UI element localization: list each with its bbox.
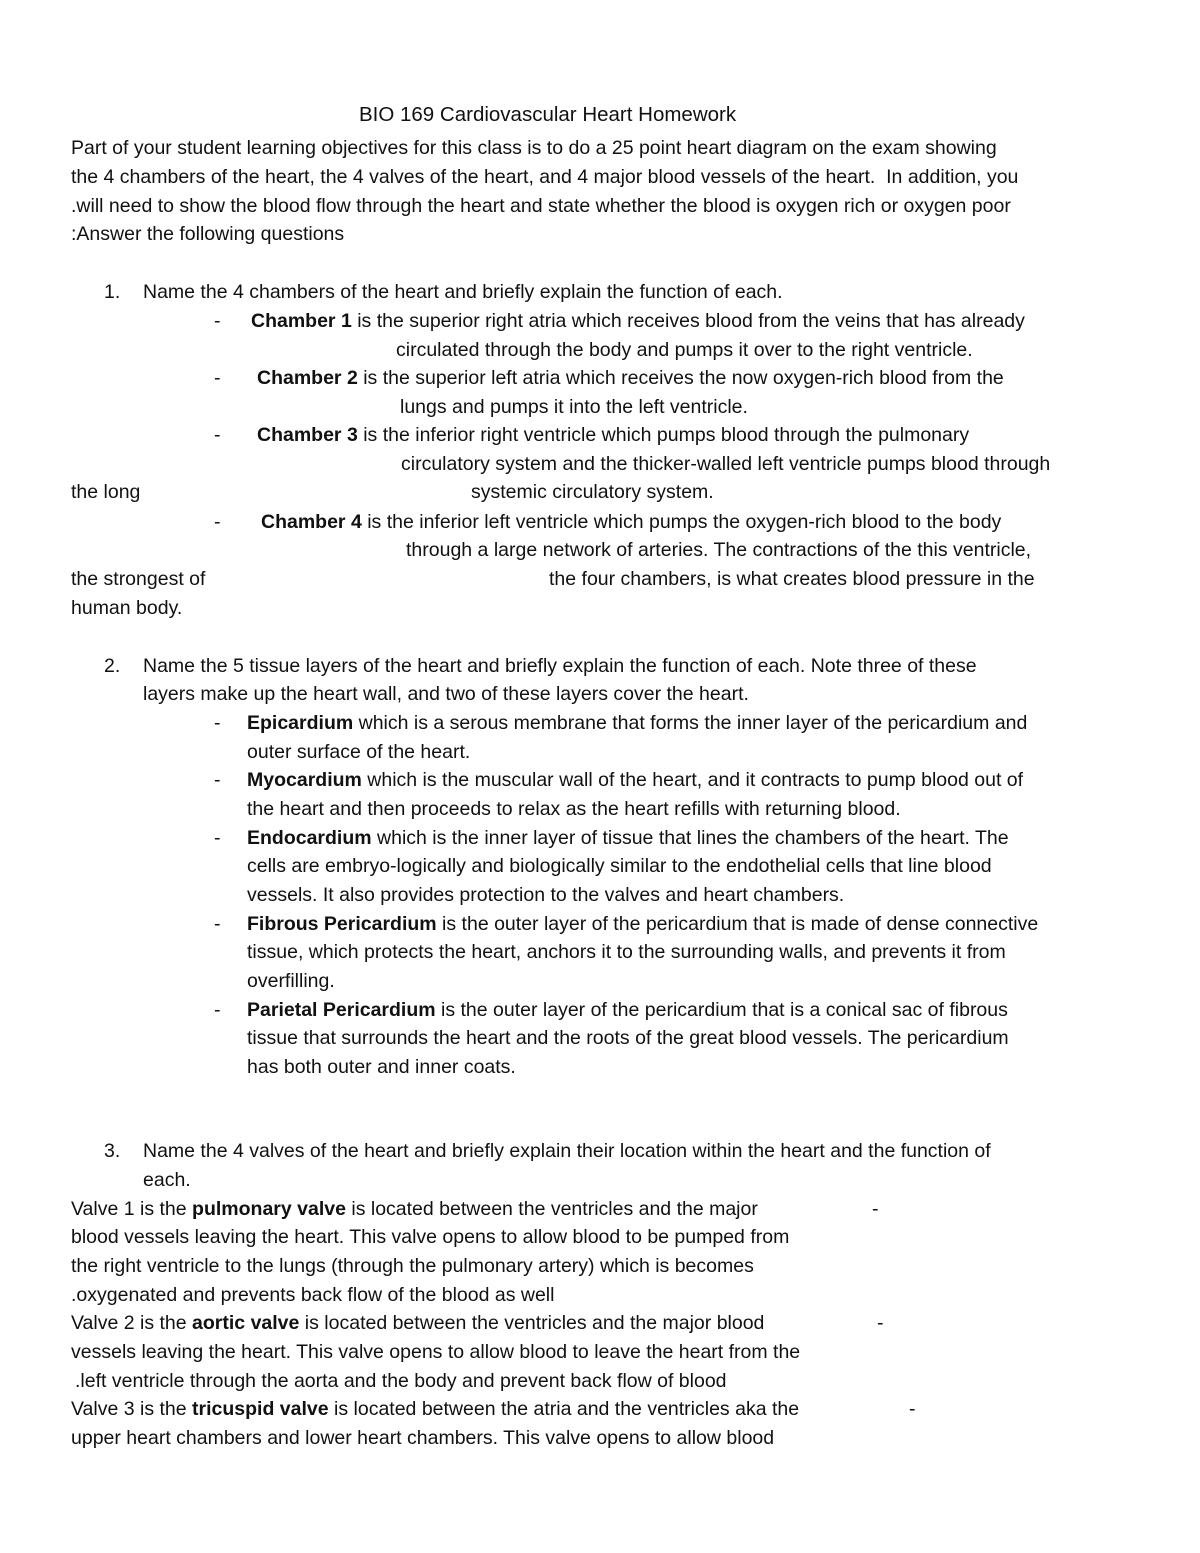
- valve-2-line: Valve 2 is the aortic valve is located between the ventricles and the major blood: [71, 1312, 765, 1334]
- valve-label: pulmonary valve: [192, 1198, 346, 1220]
- q2-question: Name the 5 tissue layers of the heart and briefly explain the function of each. Note three of these: [143, 655, 977, 677]
- bullet-dash: -: [214, 769, 221, 791]
- layer-parietal-line: has both outer and inner coats.: [247, 1056, 516, 1078]
- bullet-dash: -: [877, 1312, 884, 1334]
- chamber-1-line: circulated through the body and pumps it over to the right ventricle.: [396, 339, 973, 361]
- intro-line: :Answer the following questions: [71, 223, 345, 245]
- layer-label: Epicardium: [247, 712, 354, 734]
- bullet-dash: -: [214, 511, 221, 533]
- chamber-3-line: circulatory system and the thicker-walled left ventricle pumps blood through: [401, 453, 1051, 475]
- intro-line: .will need to show the blood flow through the heart and state whether the blood is oxygen rich or oxygen poor: [71, 195, 1011, 217]
- layer-endocardium-line: Endocardium which is the inner layer of tissue that lines the chambers of the heart. The: [247, 827, 1009, 849]
- q3-question: each.: [143, 1169, 191, 1191]
- valve-label: aortic valve: [192, 1312, 300, 1334]
- chamber-4-label: Chamber 4: [261, 511, 362, 533]
- valve-label: tricuspid valve: [192, 1398, 329, 1420]
- chamber-3-line: Chamber 3 is the inferior right ventricle which pumps blood through the pulmonary: [257, 424, 970, 446]
- layer-parietal-line: Parietal Pericardium is the outer layer of the pericardium that is a conical sac of fibrous: [247, 999, 1008, 1021]
- layer-fibrous-line: Fibrous Pericardium is the outer layer of the pericardium that is made of dense connective: [247, 913, 1039, 935]
- layer-epicardium-line: Epicardium which is a serous membrane that forms the inner layer of the pericardium and: [247, 712, 1028, 734]
- bullet-dash: -: [909, 1398, 916, 1420]
- bullet-dash: -: [214, 310, 221, 332]
- q3-question: Name the 4 valves of the heart and briefly explain their location within the heart and the function of: [143, 1140, 991, 1162]
- intro-line: the 4 chambers of the heart, the 4 valves of the heart, and 4 major blood vessels of the heart. In addition, you: [71, 166, 1019, 188]
- chamber-2-line: lungs and pumps it into the left ventricle.: [400, 396, 748, 418]
- chamber-3-line: the long: [71, 481, 141, 503]
- valve-1-line: blood vessels leaving the heart. This valve opens to allow blood to be pumped from: [71, 1226, 790, 1248]
- q1-question: Name the 4 chambers of the heart and briefly explain the function of each.: [143, 281, 783, 303]
- layer-fibrous-line: tissue, which protects the heart, anchors it to the surrounding walls, and prevents it from: [247, 941, 1006, 963]
- chamber-3-line: systemic circulatory system.: [471, 481, 714, 503]
- chamber-4-line: the strongest of: [71, 568, 206, 590]
- q3-number: 3.: [104, 1140, 121, 1162]
- chamber-4-line: the four chambers, is what creates blood pressure in the: [549, 568, 1035, 590]
- layer-myocardium-line: Myocardium which is the muscular wall of the heart, and it contracts to pump blood out of: [247, 769, 1024, 791]
- q2-number: 2.: [104, 655, 121, 677]
- bullet-dash: -: [214, 827, 221, 849]
- valve-1-line: the right ventricle to the lungs (through the pulmonary artery) which is becomes: [71, 1255, 754, 1277]
- chamber-3-label: Chamber 3: [257, 424, 358, 446]
- chamber-4-line: Chamber 4 is the inferior left ventricle which pumps the oxygen-rich blood to the body: [261, 511, 1002, 533]
- valve-3-line: Valve 3 is the tricuspid valve is located between the atria and the ventricles aka the: [71, 1398, 800, 1420]
- bullet-dash: -: [214, 712, 221, 734]
- valve-1-line: .oxygenated and prevents back flow of the blood as well: [71, 1284, 555, 1306]
- q2-question: layers make up the heart wall, and two of these layers cover the heart.: [143, 683, 749, 705]
- layer-myocardium-line: the heart and then proceeds to relax as the heart refills with returning blood.: [247, 798, 901, 820]
- valve-1-line: Valve 1 is the pulmonary valve is located between the ventricles and the major: [71, 1198, 758, 1220]
- q1-number: 1.: [104, 281, 121, 303]
- chamber-2-label: Chamber 2: [257, 367, 358, 389]
- valve-3-line: upper heart chambers and lower heart chambers. This valve opens to allow blood: [71, 1427, 775, 1449]
- chamber-4-line: human body.: [71, 597, 183, 619]
- valve-2-line: .left ventricle through the aorta and the body and prevent back flow of blood: [75, 1370, 727, 1392]
- chamber-1-label: Chamber 1: [251, 310, 352, 332]
- chamber-4-line: through a large network of arteries. The contractions of the this ventricle,: [406, 539, 1032, 561]
- page-title: BIO 169 Cardiovascular Heart Homework: [359, 103, 737, 126]
- bullet-dash: -: [214, 999, 221, 1021]
- layer-parietal-line: tissue that surrounds the heart and the roots of the great blood vessels. The pericardium: [247, 1027, 1009, 1049]
- chamber-2-line: Chamber 2 is the superior left atria which receives the now oxygen-rich blood from the: [257, 367, 1004, 389]
- bullet-dash: -: [214, 367, 221, 389]
- bullet-dash: -: [214, 424, 221, 446]
- bullet-dash: -: [872, 1198, 879, 1220]
- chamber-1-line: Chamber 1 is the superior right atria which receives blood from the veins that has already: [251, 310, 1025, 332]
- intro-line: Part of your student learning objectives for this class is to do a 25 point heart diagram on the exam showing: [71, 137, 997, 159]
- layer-fibrous-line: overfilling.: [247, 970, 335, 992]
- valve-2-line: vessels leaving the heart. This valve opens to allow blood to leave the heart from the: [71, 1341, 801, 1363]
- layer-label: Endocardium: [247, 827, 372, 849]
- layer-label: Parietal Pericardium: [247, 999, 436, 1021]
- layer-endocardium-line: vessels. It also provides protection to the valves and heart chambers.: [247, 884, 845, 906]
- layer-label: Myocardium: [247, 769, 362, 791]
- bullet-dash: -: [214, 913, 221, 935]
- layer-label: Fibrous Pericardium: [247, 913, 437, 935]
- layer-endocardium-line: cells are embryo-logically and biologically similar to the endothelial cells that line blood: [247, 855, 992, 877]
- layer-epicardium-line: outer surface of the heart.: [247, 741, 471, 763]
